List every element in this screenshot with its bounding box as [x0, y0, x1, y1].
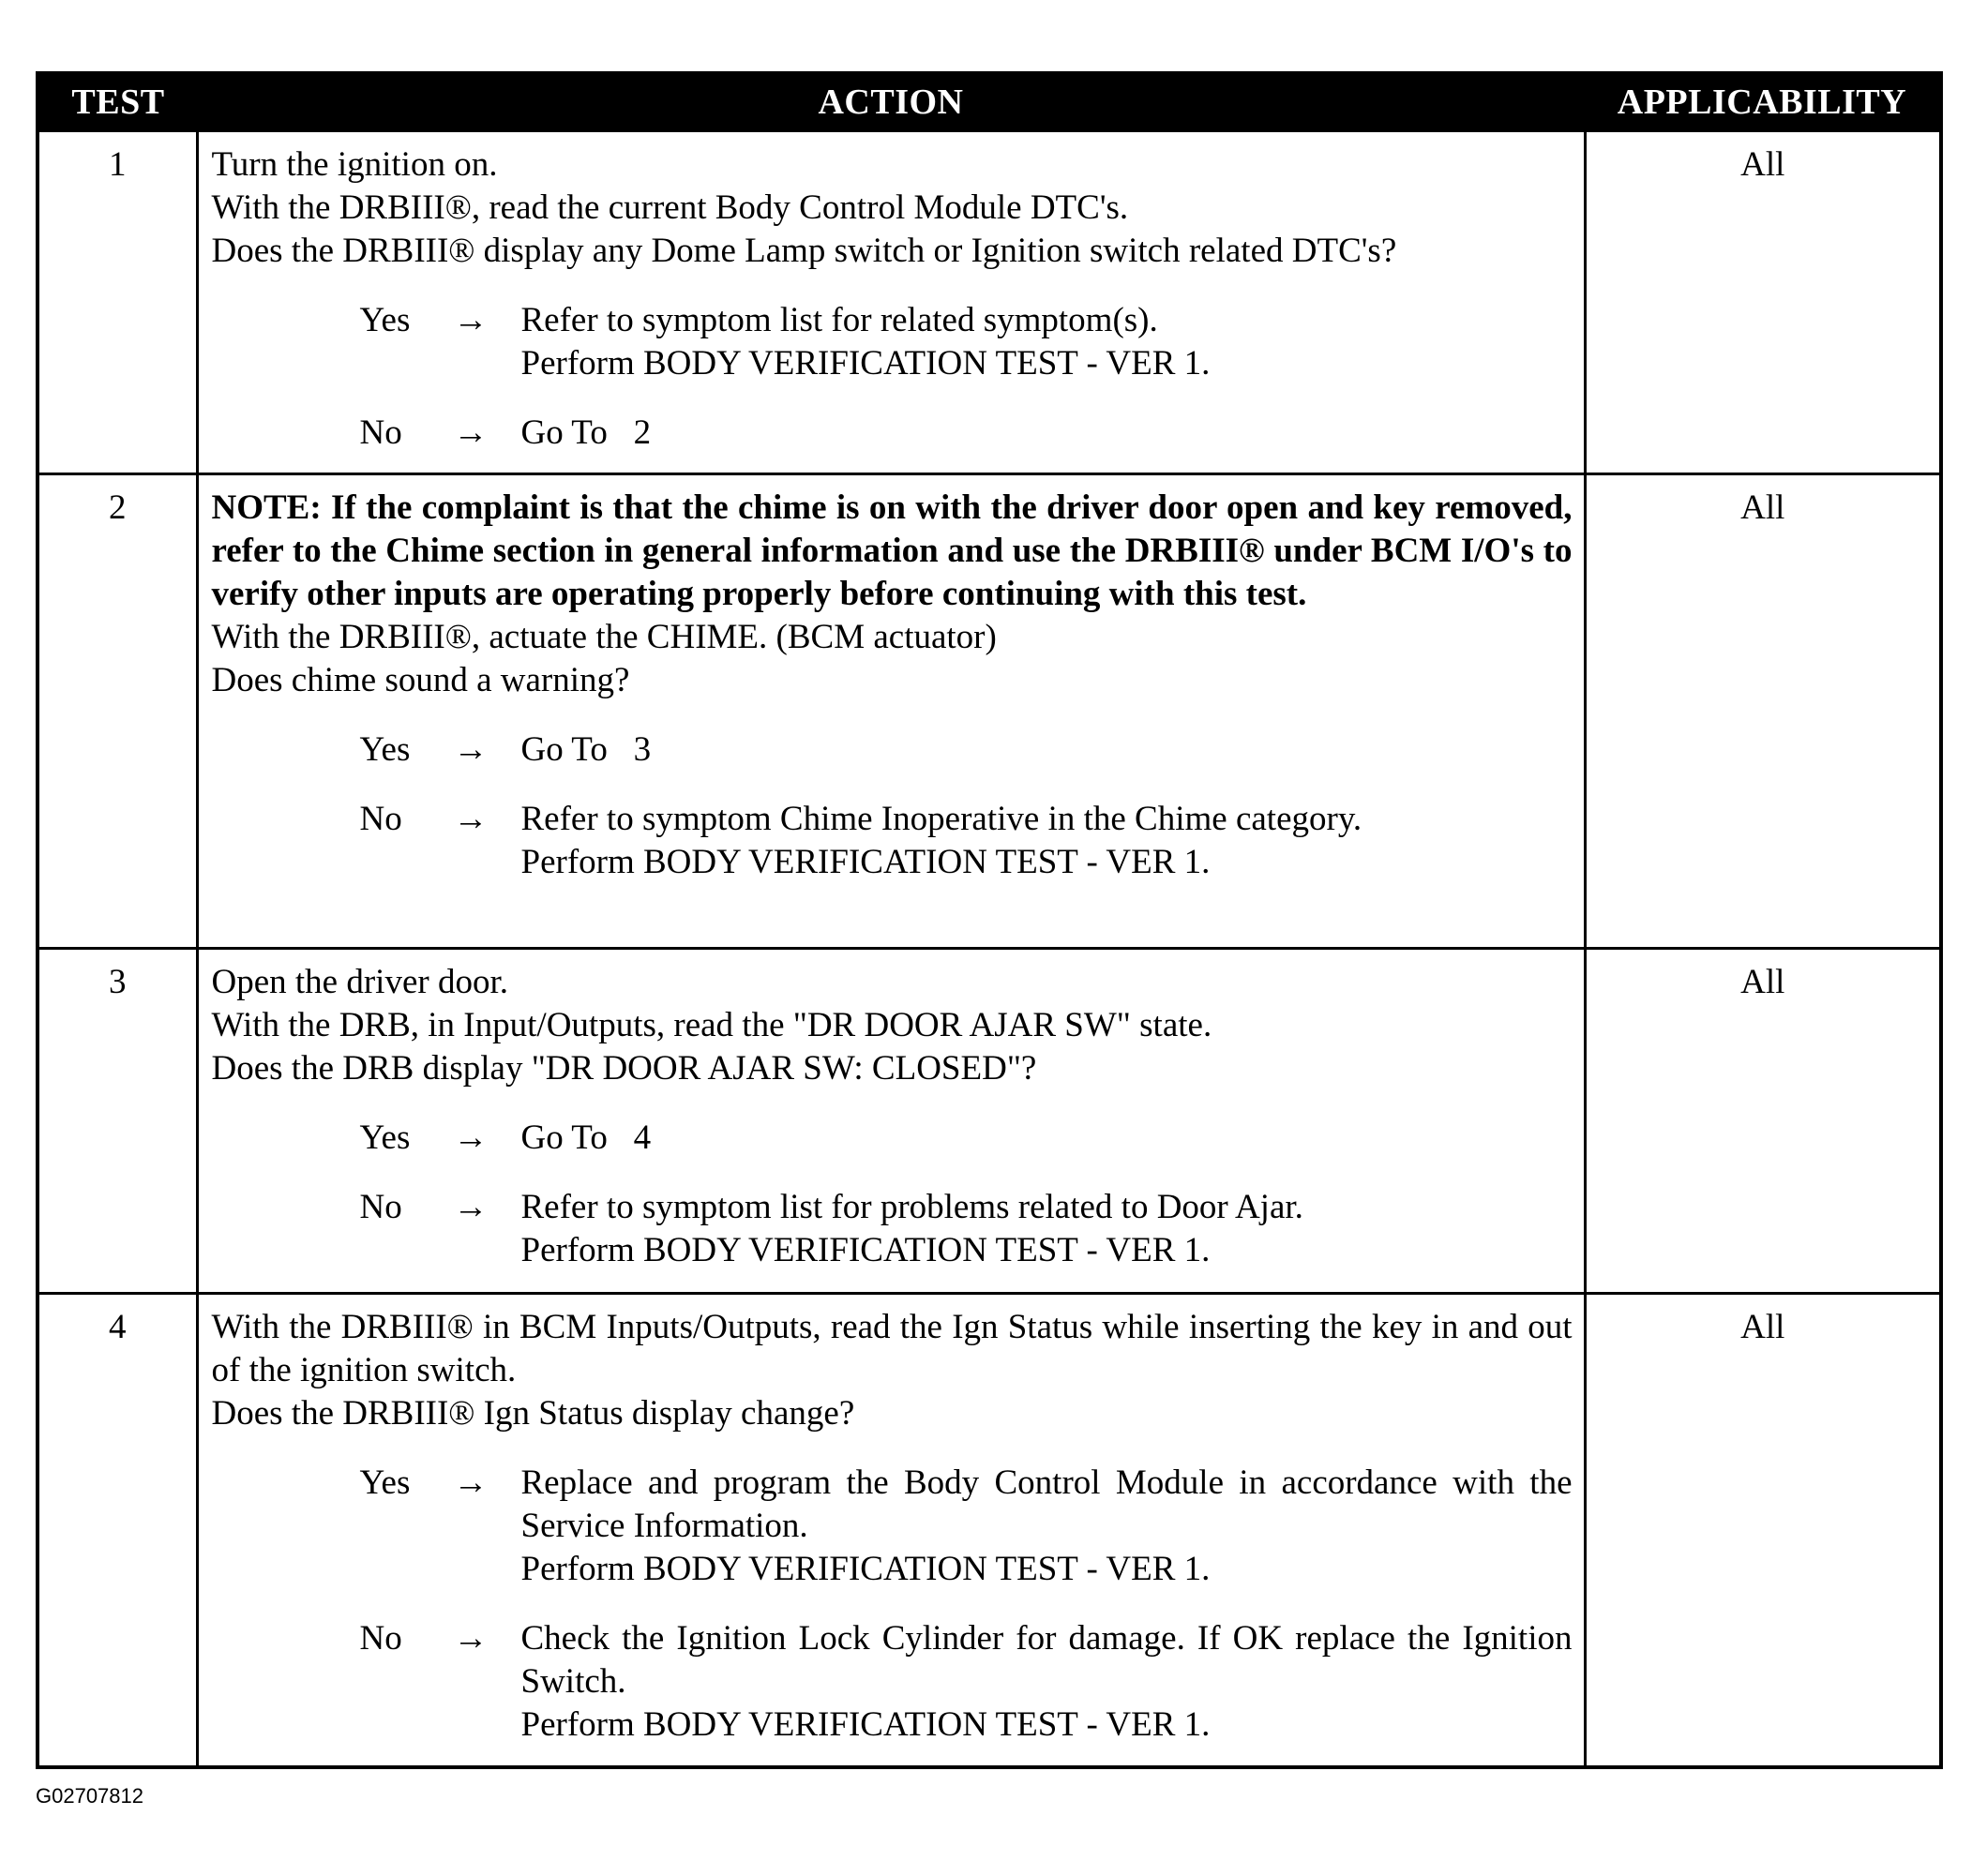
no-label: No [359, 413, 402, 452]
action-line: Does the DRB display "DR DOOR AJAR SW: CLOSED"? [211, 1049, 1037, 1088]
action-cell [197, 131, 1585, 474]
result-line: Refer to symptom list for related symptom(s). [520, 301, 1158, 339]
action-line: Does the DRBIII® display any Dome Lamp switch or Ignition switch related DTC's? [211, 232, 1397, 270]
note-text: NOTE: If the complaint is that the chime is on with the driver door open and key removed, refer to the Chime section in general information and use the DRBIII® under BCM I/O's to verify other inputs are operating properly before continuing with this test. [211, 488, 1573, 613]
table-row [38, 474, 1941, 949]
result-line: Refer to symptom list for problems related to Door Ajar. [520, 1188, 1303, 1226]
table-row [38, 949, 1941, 1294]
action-line: Does the DRBIII® Ign Status display change? [211, 1394, 855, 1433]
no-label: No [359, 800, 402, 838]
arrow-icon: → [453, 301, 489, 339]
header-action: ACTION [197, 73, 1585, 131]
test-number: 2 [38, 474, 197, 949]
result-line: Perform BODY VERIFICATION TEST - VER 1. [520, 1705, 1211, 1744]
yes-outcome [212, 299, 1573, 385]
no-result [521, 412, 1573, 455]
arrow-icon: → [453, 1118, 489, 1157]
no-outcome [212, 1186, 1573, 1272]
no-result [521, 1186, 1573, 1272]
action-line: With the DRBIII®, read the current Body Control Module DTC's. [211, 188, 1129, 227]
figure-code: G02707812 [36, 1784, 143, 1808]
arrow-icon: → [453, 800, 489, 838]
result-paragraph: Replace and program the Body Control Module in accordance with the Service Information. [520, 1463, 1573, 1545]
no-label: No [359, 1619, 402, 1658]
applicability-value: All [1585, 949, 1941, 1294]
result-line: Go To 4 [520, 1118, 652, 1157]
diagnostic-test-table [36, 71, 1943, 1769]
no-result [521, 798, 1573, 884]
no-outcome [212, 798, 1573, 884]
arrow-icon: → [453, 1188, 489, 1226]
result-line: Perform BODY VERIFICATION TEST - VER 1. [520, 344, 1211, 383]
yes-label: Yes [359, 1463, 411, 1502]
arrow-icon: → [453, 730, 489, 769]
table-row [38, 131, 1941, 474]
no-label: No [359, 1188, 402, 1226]
yes-label: Yes [359, 730, 411, 769]
result-line: Perform BODY VERIFICATION TEST - VER 1. [520, 843, 1211, 881]
yes-label: Yes [359, 301, 411, 339]
test-number: 4 [38, 1294, 197, 1767]
action-line: With the DRBIII®, actuate the CHIME. (BCM actuator) [211, 618, 997, 656]
result-line: Perform BODY VERIFICATION TEST - VER 1. [520, 1231, 1211, 1269]
action-cell [197, 1294, 1585, 1767]
action-paragraph: With the DRBIII® in BCM Inputs/Outputs, read the Ign Status while inserting the key in and out of the ignition switch. [211, 1308, 1573, 1389]
action-line: With the DRB, in Input/Outputs, read the "DR DOOR AJAR SW" state. [211, 1006, 1212, 1044]
arrow-icon: → [453, 1463, 489, 1502]
yes-result [521, 728, 1573, 772]
yes-label: Yes [359, 1118, 411, 1157]
table-header-row [38, 73, 1941, 131]
no-result [521, 1617, 1573, 1747]
table-row [38, 1294, 1941, 1767]
result-line: Perform BODY VERIFICATION TEST - VER 1. [520, 1550, 1211, 1588]
arrow-icon: → [453, 1619, 489, 1658]
test-number: 1 [38, 131, 197, 474]
yes-outcome [212, 1462, 1573, 1591]
yes-result [521, 1117, 1573, 1160]
header-test: TEST [38, 73, 197, 131]
action-cell [197, 949, 1585, 1294]
arrow-icon: → [453, 413, 489, 452]
no-outcome [212, 1617, 1573, 1747]
applicability-value: All [1585, 131, 1941, 474]
applicability-value: All [1585, 474, 1941, 949]
result-line: Refer to symptom Chime Inoperative in the Chime category. [520, 800, 1362, 838]
yes-outcome [212, 728, 1573, 772]
yes-result [521, 1462, 1573, 1591]
yes-result [521, 299, 1573, 385]
applicability-value: All [1585, 1294, 1941, 1767]
result-line: Go To 3 [520, 730, 652, 769]
result-paragraph: Check the Ignition Lock Cylinder for damage. If OK replace the Ignition Switch. [520, 1619, 1573, 1701]
action-line: Open the driver door. [211, 963, 508, 1001]
no-outcome [212, 412, 1573, 455]
test-number: 3 [38, 949, 197, 1294]
result-line: Go To 2 [520, 413, 652, 452]
yes-outcome [212, 1117, 1573, 1160]
action-cell [197, 474, 1585, 949]
action-line: Turn the ignition on. [211, 145, 498, 184]
action-line: Does chime sound a warning? [211, 661, 630, 699]
header-applicability: APPLICABILITY [1585, 73, 1941, 131]
